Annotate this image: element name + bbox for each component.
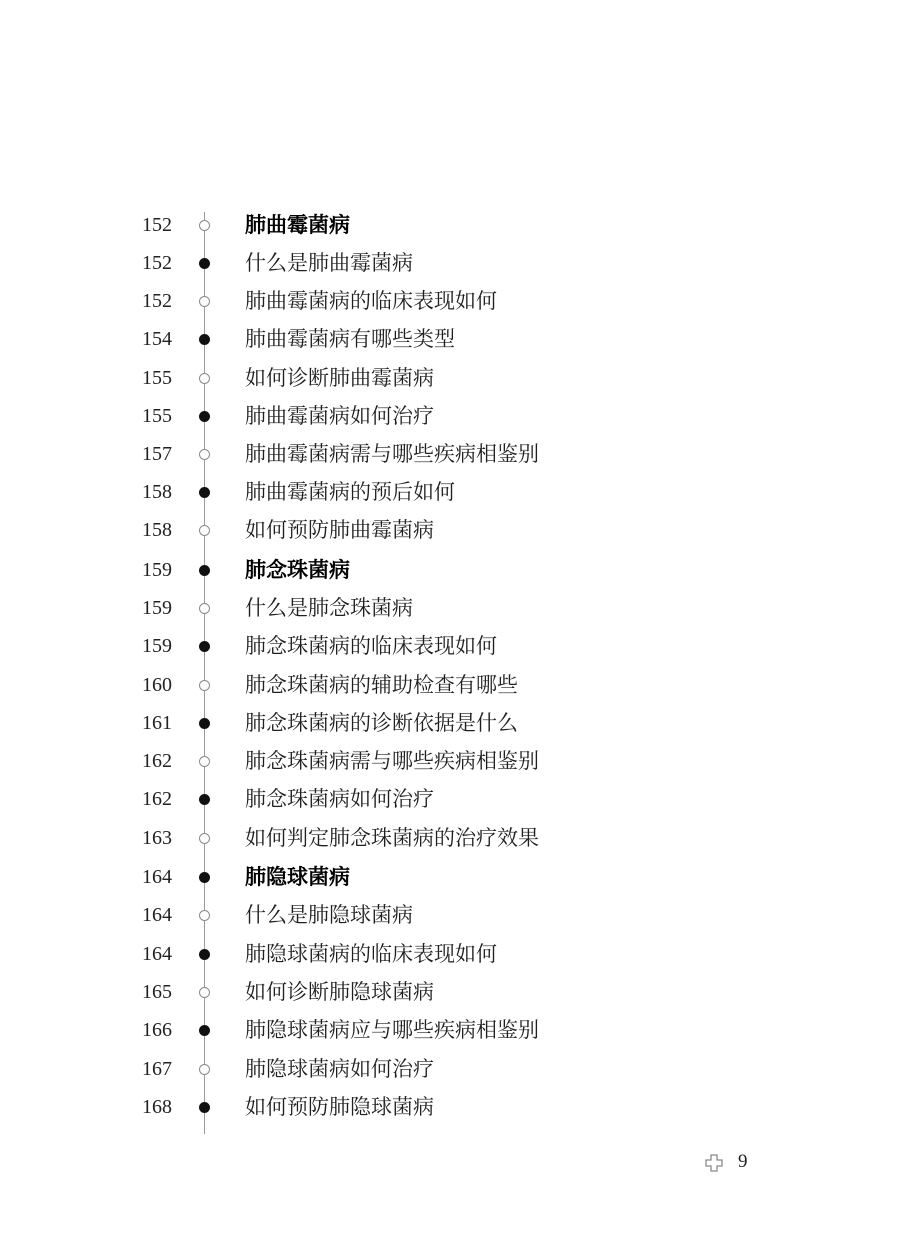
filled-dot-icon — [199, 949, 210, 960]
toc-entry-title: 如何预防肺隐球菌病 — [245, 1095, 434, 1119]
hollow-dot-icon — [199, 833, 210, 844]
hollow-dot-icon — [199, 680, 210, 691]
toc-entry-title: 肺隐球菌病的临床表现如何 — [245, 942, 497, 966]
toc-page-number: 158 — [142, 481, 172, 503]
filled-dot-icon — [199, 872, 210, 883]
toc-page-number: 160 — [142, 674, 172, 696]
filled-dot-icon — [199, 1102, 210, 1113]
toc-entry-title: 肺曲霉菌病需与哪些疾病相鉴别 — [245, 442, 539, 466]
toc-entry[interactable] — [0, 248, 900, 278]
toc-page-number: 162 — [142, 788, 172, 810]
toc-page-number: 162 — [142, 750, 172, 772]
toc-entry[interactable] — [0, 784, 900, 814]
hollow-dot-icon — [199, 1064, 210, 1075]
toc-entry-title: 肺曲霉菌病有哪些类型 — [245, 327, 455, 351]
toc-page-number: 159 — [142, 559, 172, 581]
toc-entry-title: 什么是肺隐球菌病 — [245, 903, 413, 927]
toc-page-number: 168 — [142, 1096, 172, 1118]
toc-entry-title: 肺隐球菌病如何治疗 — [245, 1057, 434, 1081]
toc-entry[interactable] — [0, 746, 900, 776]
hollow-dot-icon — [199, 987, 210, 998]
toc-entry[interactable] — [0, 324, 900, 354]
filled-dot-icon — [199, 794, 210, 805]
toc-page-number: 152 — [142, 214, 172, 236]
hollow-dot-icon — [199, 910, 210, 921]
toc-page-number: 164 — [142, 943, 172, 965]
toc-entry-title: 什么是肺念珠菌病 — [245, 596, 413, 620]
toc-page-number: 167 — [142, 1058, 172, 1080]
toc-entry-title: 肺曲霉菌病的预后如何 — [245, 480, 455, 504]
hollow-dot-icon — [199, 756, 210, 767]
toc-page-number: 158 — [142, 519, 172, 541]
filled-dot-icon — [199, 334, 210, 345]
toc-entry-title: 什么是肺曲霉菌病 — [245, 251, 413, 275]
toc-section-heading[interactable] — [0, 862, 900, 892]
filled-dot-icon — [199, 718, 210, 729]
toc-entry[interactable] — [0, 631, 900, 661]
toc-entry-title: 肺曲霉菌病如何治疗 — [245, 404, 434, 428]
filled-dot-icon — [199, 258, 210, 269]
toc-page-number: 164 — [142, 866, 172, 888]
toc-entry-title: 肺念珠菌病如何治疗 — [245, 787, 434, 811]
toc-entry[interactable] — [0, 670, 900, 700]
toc-entry[interactable] — [0, 515, 900, 545]
toc-entry[interactable] — [0, 1092, 900, 1122]
toc-entry[interactable] — [0, 1054, 900, 1084]
toc-page-number: 161 — [142, 712, 172, 734]
toc-entry[interactable] — [0, 900, 900, 930]
toc-entry-title: 肺念珠菌病的诊断依据是什么 — [245, 711, 518, 735]
toc-entry[interactable] — [0, 477, 900, 507]
toc-section-heading[interactable] — [0, 210, 900, 240]
toc-section-heading[interactable] — [0, 555, 900, 585]
toc-heading-title: 肺隐球菌病 — [245, 865, 350, 889]
hollow-dot-icon — [199, 525, 210, 536]
toc-heading-title: 肺曲霉菌病 — [245, 213, 350, 237]
hollow-dot-icon — [199, 296, 210, 307]
toc-entry-title: 如何预防肺曲霉菌病 — [245, 518, 434, 542]
hollow-dot-icon — [199, 449, 210, 460]
medical-cross-outline-icon — [705, 1154, 723, 1172]
toc-page-number: 152 — [142, 290, 172, 312]
toc-page-number: 155 — [142, 367, 172, 389]
toc-entry[interactable] — [0, 401, 900, 431]
toc-entry[interactable] — [0, 286, 900, 316]
toc-entry-title: 肺隐球菌病应与哪些疾病相鉴别 — [245, 1018, 539, 1042]
toc-entry-title: 肺念珠菌病需与哪些疾病相鉴别 — [245, 749, 539, 773]
toc-entry[interactable] — [0, 1015, 900, 1045]
toc-entry-title: 如何诊断肺曲霉菌病 — [245, 366, 434, 390]
hollow-dot-icon — [199, 373, 210, 384]
toc-entry-title: 如何判定肺念珠菌病的治疗效果 — [245, 826, 539, 850]
toc-page-number: 164 — [142, 904, 172, 926]
toc-page-number: 165 — [142, 981, 172, 1003]
hollow-dot-icon — [199, 220, 210, 231]
toc-entry[interactable] — [0, 939, 900, 969]
toc-page-number: 163 — [142, 827, 172, 849]
filled-dot-icon — [199, 1025, 210, 1036]
page-number: 9 — [738, 1151, 748, 1172]
toc-page-number: 154 — [142, 328, 172, 350]
toc-page-number: 152 — [142, 252, 172, 274]
toc-page-number: 155 — [142, 405, 172, 427]
toc-entry[interactable] — [0, 823, 900, 853]
toc-entry[interactable] — [0, 363, 900, 393]
filled-dot-icon — [199, 487, 210, 498]
toc-entry[interactable] — [0, 593, 900, 623]
toc-heading-title: 肺念珠菌病 — [245, 558, 350, 582]
filled-dot-icon — [199, 411, 210, 422]
filled-dot-icon — [199, 565, 210, 576]
toc-entry-title: 肺曲霉菌病的临床表现如何 — [245, 289, 497, 313]
filled-dot-icon — [199, 641, 210, 652]
toc-entry[interactable] — [0, 977, 900, 1007]
toc-entry[interactable] — [0, 439, 900, 469]
toc-page-number: 159 — [142, 597, 172, 619]
toc-page-number: 157 — [142, 443, 172, 465]
toc-page-number: 159 — [142, 635, 172, 657]
toc-entry[interactable] — [0, 708, 900, 738]
toc-entry-title: 肺念珠菌病的辅助检查有哪些 — [245, 673, 518, 697]
hollow-dot-icon — [199, 603, 210, 614]
toc-page-number: 166 — [142, 1019, 172, 1041]
toc-entry-title: 肺念珠菌病的临床表现如何 — [245, 634, 497, 658]
toc-entry-title: 如何诊断肺隐球菌病 — [245, 980, 434, 1004]
